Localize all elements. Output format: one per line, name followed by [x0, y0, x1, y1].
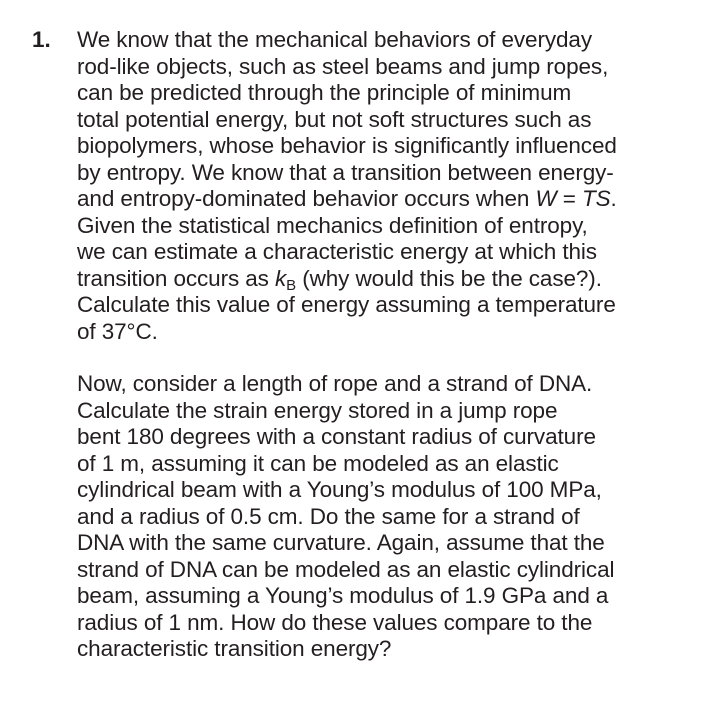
text-line: of 37°C.: [77, 318, 158, 344]
text-line-kb: [77, 266, 697, 293]
problem-paragraph-2: [77, 371, 697, 663]
text-segment: .: [610, 186, 617, 211]
text-line: Now, consider a length of rope and a strand of DNA.: [77, 371, 593, 396]
text-line: Calculate the strain energy stored in a jump rope: [77, 397, 558, 423]
text-line-equation: [77, 186, 697, 213]
problem-number: 1.: [32, 27, 51, 52]
text-line: beam, assuming a Young’s modulus of 1.9 GPa and a: [77, 583, 609, 608]
var-ts: TS: [581, 186, 611, 211]
text-line: DNA with the same curvature. Again, assume that the: [77, 530, 605, 555]
text-line: bent 180 degrees with a constant radius of curvature: [77, 424, 596, 449]
text-line: we can estimate a characteristic energy at which this: [77, 239, 597, 264]
text-segment: (why would this be the case?).: [296, 265, 602, 291]
problem-paragraph-1: [77, 27, 697, 345]
text-line: cylindrical beam with a Young’s modulus of 100 MPa,: [77, 477, 602, 502]
text-line: can be predicted through the principle of minimum: [77, 80, 572, 105]
text-line: biopolymers, whose behavior is significantly influenced: [77, 133, 617, 158]
text-line: and a radius of 0.5 cm. Do the same for a strand of: [77, 503, 580, 529]
text-line: radius of 1 nm. How do these values compare to the: [77, 609, 593, 635]
text-segment: and entropy-dominated behavior occurs when: [77, 186, 536, 211]
var-k: k: [274, 265, 287, 291]
text-line: Given the statistical mechanics definition of entropy,: [77, 212, 588, 238]
subscript-b: B: [286, 276, 297, 294]
equals-sign: =: [556, 186, 582, 211]
var-w: W: [535, 186, 557, 211]
text-line: rod-like objects, such as steel beams and jump ropes,: [77, 53, 609, 79]
text-line: strand of DNA can be modeled as an elastic cylindrical: [77, 556, 615, 582]
text-segment: transition occurs as: [77, 265, 275, 291]
text-line: total potential energy, but not soft structures such as: [77, 106, 592, 132]
text-line: of 1 m, assuming it can be modeled as an elastic: [77, 450, 559, 476]
text-line: by entropy. We know that a transition between energy-: [77, 159, 614, 185]
text-line: We know that the mechanical behaviors of everyday: [77, 27, 592, 52]
text-line: characteristic transition energy?: [77, 636, 392, 661]
text-line: Calculate this value of energy assuming a temperature: [77, 292, 616, 317]
